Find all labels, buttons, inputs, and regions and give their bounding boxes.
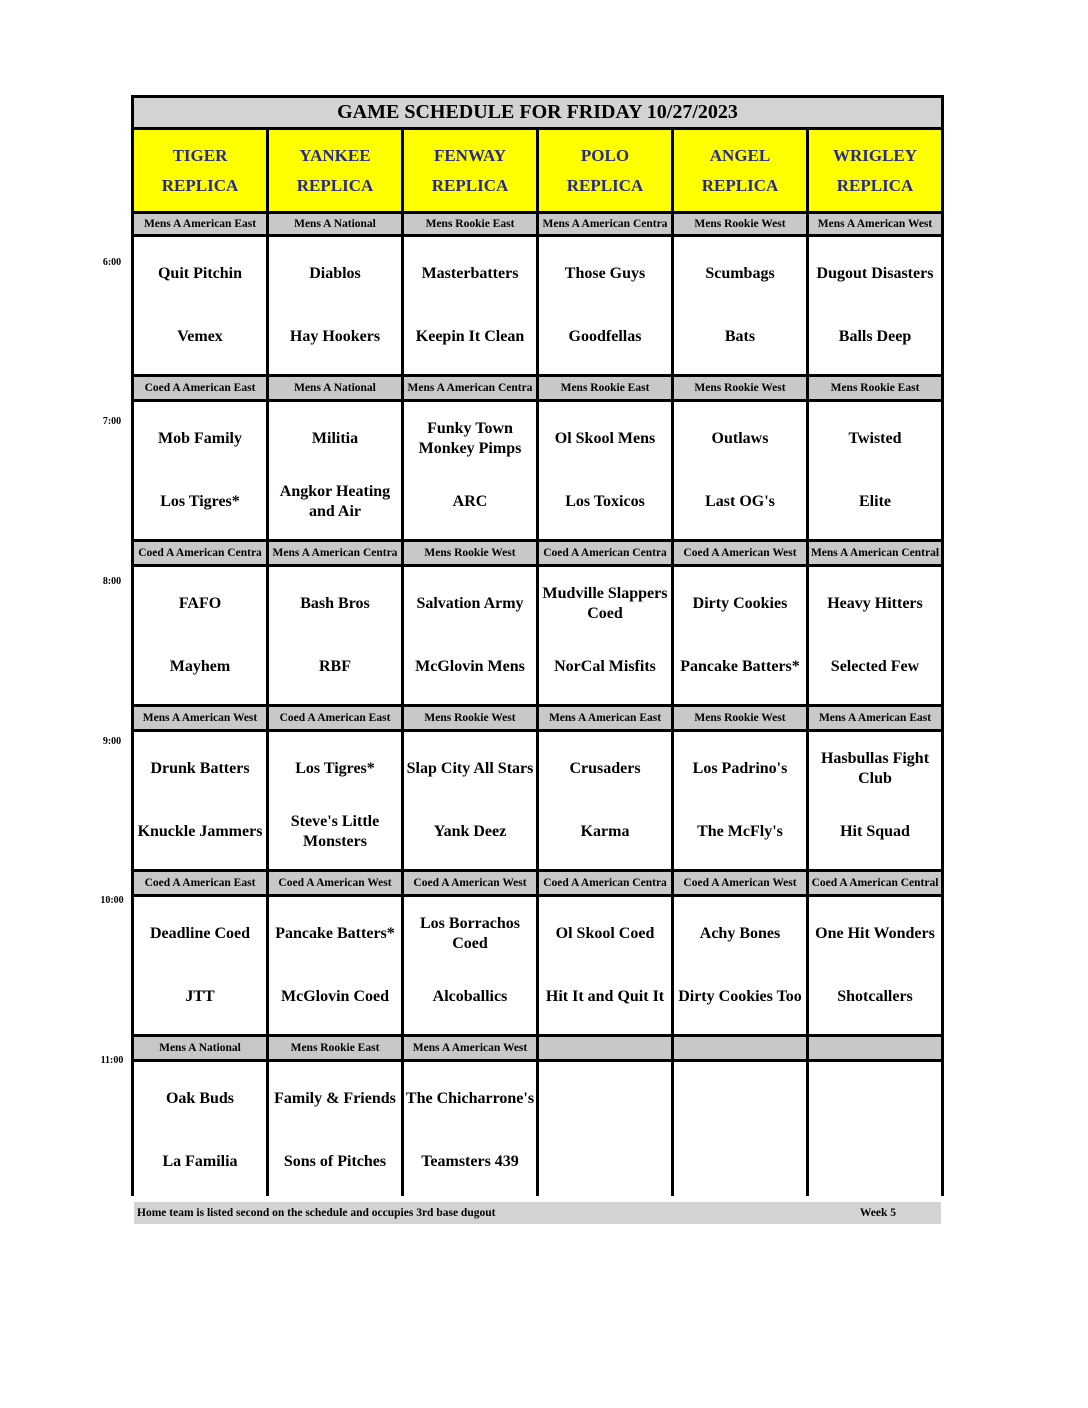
home-team: ARC: [452, 492, 488, 510]
home-team: Alcoballics: [432, 987, 508, 1005]
game-cell: [134, 237, 266, 374]
away-team: Quit Pitchin: [157, 265, 242, 283]
time-label: 6:00: [102, 257, 122, 268]
time-label: 7:00: [102, 416, 122, 427]
league-label: [539, 1037, 671, 1059]
game-cell: [134, 402, 266, 539]
away-team: [809, 1077, 941, 1121]
away-team: Los Borrachos Coed: [420, 915, 520, 953]
home-team: RBF: [319, 657, 351, 675]
game-cell: [404, 402, 536, 539]
league-label: [674, 1037, 806, 1059]
field-header-tiger: [134, 130, 266, 211]
game-cell: [269, 1062, 401, 1199]
time-label: 8:00: [102, 576, 122, 587]
game-cell: [539, 1062, 671, 1199]
away-team: Funky Town Monkey Pimps: [418, 420, 522, 458]
game-cell: [404, 732, 536, 869]
home-team: Hit Squad: [840, 822, 910, 840]
away-team: Heavy Hitters: [827, 595, 923, 613]
game-cell: [404, 1062, 536, 1199]
away-team: [539, 1077, 671, 1121]
league-label: Coed A American Centra: [134, 542, 266, 564]
game-cell: [134, 732, 266, 869]
away-team: Scumbags: [705, 265, 775, 283]
away-team: Salvation Army: [416, 595, 524, 613]
game-cell: [809, 567, 941, 704]
game-cell: [539, 897, 671, 1034]
home-team: Goodfellas: [568, 327, 642, 345]
home-team: Hit It and Quit It: [545, 987, 665, 1005]
away-team: Masterbatters: [421, 265, 519, 283]
away-team: Los Padrino's: [692, 760, 788, 778]
away-team: The Chicharrone's: [405, 1090, 535, 1108]
league-label: Coed A American Centra: [539, 542, 671, 564]
home-team: [809, 1140, 941, 1184]
league-label: Coed A American East: [134, 872, 266, 894]
away-team: Dirty Cookies: [692, 595, 788, 613]
game-cell: [674, 732, 806, 869]
league-label: Mens A National: [269, 377, 401, 399]
home-team: McGlovin Mens: [415, 657, 525, 675]
home-team: Yank Deez: [433, 822, 507, 840]
away-team: Oak Buds: [165, 1090, 235, 1108]
league-label: Mens Rookie East: [404, 214, 536, 234]
league-label: Mens A American East: [134, 214, 266, 234]
game-cell: [674, 402, 806, 539]
game-cell: [404, 897, 536, 1034]
game-cell: [269, 732, 401, 869]
league-label: [809, 1037, 941, 1059]
field-header-yankee: [269, 130, 401, 211]
away-team: Los Tigres*: [295, 760, 375, 778]
field-name: YANKEE: [299, 145, 371, 165]
home-team: Sons of Pitches: [283, 1152, 387, 1170]
game-cell: [404, 567, 536, 704]
league-label: Coed A American East: [269, 707, 401, 729]
away-team: Slap City All Stars: [406, 760, 534, 778]
time-label: 11:00: [100, 1055, 124, 1066]
league-label: Mens A American West: [134, 707, 266, 729]
field-name: FENWAY: [433, 145, 507, 165]
game-cell: [809, 897, 941, 1034]
game-cell: [809, 732, 941, 869]
home-team: McGlovin Coed: [281, 987, 389, 1005]
league-label: Mens Rookie West: [674, 214, 806, 234]
field-type: REPLICA: [836, 175, 914, 195]
game-cell: [404, 237, 536, 374]
away-team: One Hit Wonders: [815, 925, 935, 943]
game-cell: [674, 897, 806, 1034]
game-cell: [134, 1062, 266, 1199]
league-label: Mens A National: [269, 214, 401, 234]
game-cell: [809, 402, 941, 539]
away-team: Hasbullas Fight Club: [820, 750, 930, 788]
away-team: Deadline Coed: [150, 925, 250, 943]
home-team: Elite: [859, 492, 891, 510]
game-cell: [269, 237, 401, 374]
field-type: REPLICA: [296, 175, 374, 195]
home-team: Angkor Heating and Air: [279, 482, 391, 520]
home-team: Karma: [580, 822, 630, 840]
home-team: [674, 1140, 806, 1184]
away-team: FAFO: [178, 595, 222, 613]
home-team: Last OG's: [705, 492, 775, 510]
schedule-table: [131, 95, 944, 1219]
away-team: Mudville Slappers Coed: [542, 585, 668, 623]
home-team: The McFly's: [697, 822, 783, 840]
field-type: REPLICA: [566, 175, 644, 195]
game-cell: [134, 897, 266, 1034]
week-label: Week 5: [859, 1207, 896, 1219]
league-label: Coed A American West: [674, 542, 806, 564]
away-team: Diablos: [309, 265, 361, 283]
league-label: Mens Rookie West: [674, 377, 806, 399]
home-team: Hay Hookers: [289, 327, 381, 345]
league-label: Mens A American West: [404, 1037, 536, 1059]
field-name: TIGER: [172, 145, 228, 165]
home-team: Los Toxicos: [565, 492, 645, 510]
away-team: Crusaders: [569, 760, 641, 778]
league-label: Mens Rookie West: [404, 542, 536, 564]
home-team: Selected Few: [830, 657, 920, 675]
footer-row: [134, 1202, 941, 1224]
home-team: [539, 1140, 671, 1184]
field-name: POLO: [580, 145, 630, 165]
field-type: REPLICA: [431, 175, 509, 195]
league-label: Mens Rookie West: [404, 707, 536, 729]
schedule-title: GAME SCHEDULE FOR FRIDAY 10/27/2023: [134, 98, 941, 127]
away-team: Outlaws: [711, 430, 769, 448]
field-type: REPLICA: [701, 175, 779, 195]
game-cell: [674, 567, 806, 704]
field-name: ANGEL: [709, 145, 771, 165]
home-team: Shotcallers: [837, 987, 913, 1005]
footer-note: Home team is listed second on the schedule and occupies 3rd base dugout: [137, 1207, 496, 1219]
league-label: Mens Rookie East: [539, 377, 671, 399]
game-cell: [539, 567, 671, 704]
home-team: JTT: [185, 987, 215, 1005]
away-team: Pancake Batters*: [275, 925, 395, 943]
away-team: Family & Friends: [274, 1090, 396, 1108]
game-cell: [809, 1062, 941, 1199]
game-cell: [269, 897, 401, 1034]
league-label: Coed A American West: [404, 872, 536, 894]
home-team: Keepin It Clean: [415, 327, 525, 345]
home-team: Vemex: [177, 327, 223, 345]
away-team: Ol Skool Coed: [555, 925, 655, 943]
league-label: Coed A American Centra: [539, 872, 671, 894]
home-team: Teamsters 439: [421, 1152, 519, 1170]
game-cell: [809, 237, 941, 374]
away-team: Mob Family: [158, 430, 242, 448]
home-team: Pancake Batters*: [680, 657, 800, 675]
away-team: Achy Bones: [699, 925, 781, 943]
home-team: Los Tigres*: [160, 492, 240, 510]
home-team: Bats: [724, 327, 756, 345]
league-label: Mens Rookie East: [809, 377, 941, 399]
home-team: Dirty Cookies Too: [678, 987, 802, 1005]
game-cell: [674, 237, 806, 374]
home-team: Steve's Little Monsters: [290, 812, 380, 850]
home-team: La Familia: [162, 1152, 238, 1170]
league-label: Mens A American West: [809, 214, 941, 234]
league-label: Mens A American East: [809, 707, 941, 729]
game-cell: [539, 402, 671, 539]
field-name: WRIGLEY: [832, 145, 918, 165]
away-team: [674, 1077, 806, 1121]
away-team: Those Guys: [564, 265, 646, 283]
league-label: Mens A American East: [539, 707, 671, 729]
away-team: Bash Bros: [300, 595, 370, 613]
league-label: Mens A National: [134, 1037, 266, 1059]
time-label: 10:00: [100, 895, 124, 906]
league-label: Mens Rookie East: [269, 1037, 401, 1059]
league-label: Coed A American Central: [809, 872, 941, 894]
home-team: Knuckle Jammers: [137, 822, 263, 840]
game-cell: [269, 567, 401, 704]
field-header-fenway: [404, 130, 536, 211]
league-label: Mens Rookie West: [674, 707, 806, 729]
away-team: Ol Skool Mens: [554, 430, 656, 448]
game-cell: [269, 402, 401, 539]
away-team: Drunk Batters: [150, 760, 250, 778]
field-header-polo: [539, 130, 671, 211]
game-cell: [539, 732, 671, 869]
field-type: REPLICA: [161, 175, 239, 195]
league-label: Coed A American West: [269, 872, 401, 894]
time-label: 9:00: [102, 736, 122, 747]
league-label: Coed A American West: [674, 872, 806, 894]
away-team: Twisted: [848, 430, 902, 448]
away-team: Militia: [311, 430, 359, 448]
home-team: Balls Deep: [838, 327, 912, 345]
game-cell: [134, 567, 266, 704]
league-label: Mens A American Centra: [404, 377, 536, 399]
game-cell: [674, 1062, 806, 1199]
home-team: Mayhem: [169, 657, 231, 675]
field-header-angel: [674, 130, 806, 211]
league-label: Mens A American Centra: [269, 542, 401, 564]
game-cell: [539, 237, 671, 374]
league-label: Coed A American East: [134, 377, 266, 399]
away-team: Dugout Disasters: [816, 265, 934, 283]
home-team: NorCal Misfits: [554, 657, 656, 675]
field-header-wrigley: [809, 130, 941, 211]
league-label: Mens A American Central: [809, 542, 941, 564]
league-label: Mens A American Centra: [539, 214, 671, 234]
